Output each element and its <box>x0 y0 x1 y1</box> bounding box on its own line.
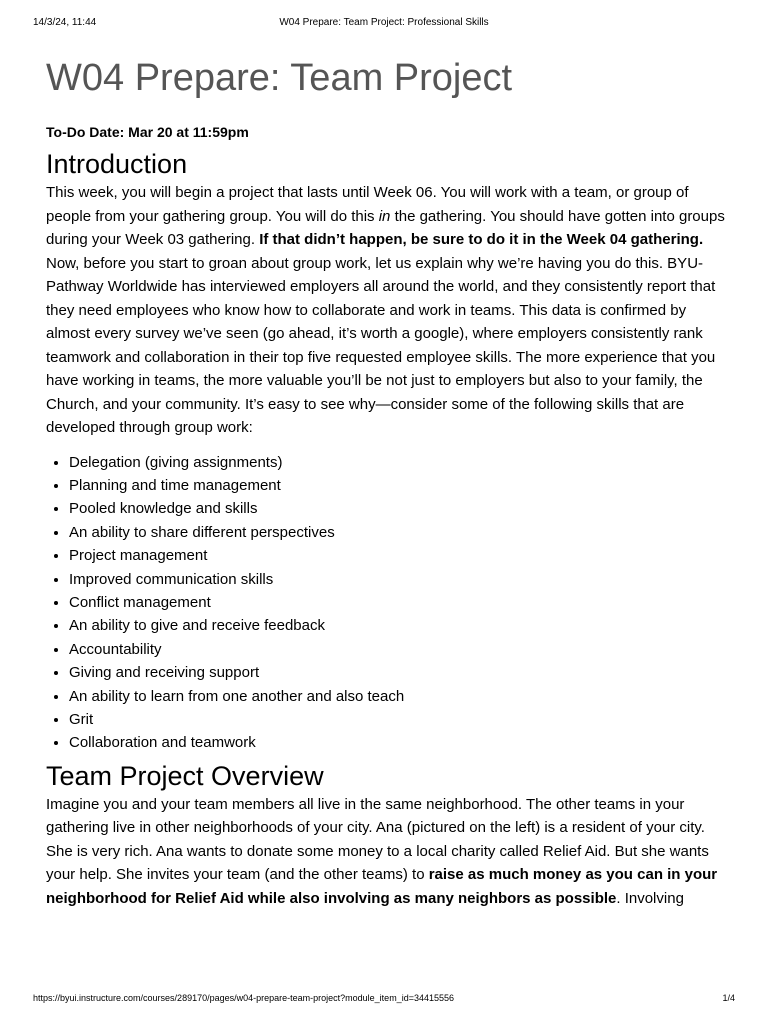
overview-bold: raise as much money as you can in your neighborhood for Relief Aid while also involving as many neighbors as possible <box>46 866 718 907</box>
team-project-overview-heading: Team Project Overview <box>46 760 324 791</box>
intro-p1-bold: If that didn’t happen, be sure to do it in the Week 04 gathering. <box>259 231 704 248</box>
list-item: • Collaboration and teamwork <box>69 731 726 754</box>
page-title: W04 Prepare: Team Project <box>46 57 513 99</box>
intro-p1-text-b: the gathering. You should have gotten into groups during your Week 03 gathering. <box>46 207 725 248</box>
intro-paragraph-2: Now, before you start to groan about group work, let us explain why we’re having you do this. BYU-Pathway Worldwide has interviewed employers all around the world, and they consistently report that they need employees who know how to collaborate and work in teams. This data is confirmed by almost every survey we’ve seen (go ahead, it’s worth a google), where employers consistently rank teamwork and collaboration in their top five requested employee skills. The more experience that you have working in teams, the more valuable you’ll be not just to employers but also to your family, the Church, and your community. It’s easy to see why—consider some of the following skills that are developed through group work: <box>46 254 716 436</box>
overview-text-a: Imagine you and your team members all live in the same neighborhood. The other teams in your gathering live in other neighborhoods of your city. Ana (pictured on the left) is a resident of your city. She is very rich. Ana wants to donate some money to a local charity called Relief Aid. But she wants your help. She invites your team (and the other teams) to <box>46 795 709 884</box>
print-footer <box>33 993 735 1007</box>
list-item: • Conflict management <box>69 591 726 614</box>
page-count: 1/4 <box>722 993 735 1003</box>
print-url: https://byui.instructure.com/courses/289170/pages/w04-prepare-team-project?module_item_id=34415556 <box>33 993 454 1003</box>
print-header <box>33 17 735 31</box>
intro-paragraph-1 <box>46 181 726 252</box>
intro-p1-emphasis: in <box>378 207 391 225</box>
list-item: • An ability to share different perspectives <box>69 521 726 544</box>
list-item: • Project management <box>69 544 726 567</box>
list-item: • Delegation (giving assignments) <box>69 451 726 474</box>
intro-p1-text-a: This week, you will begin a project that lasts until Week 06. You will work with a team, or group of people from your gathering group. You will do this <box>46 184 689 225</box>
print-doc-title: W04 Prepare: Team Project: Professional Skills <box>279 17 489 28</box>
introduction-heading: Introduction <box>46 149 188 179</box>
list-item: • Accountability <box>69 638 726 661</box>
list-item: • Improved communication skills <box>69 568 726 591</box>
overview-paragraph <box>46 793 726 911</box>
print-datetime: 14/3/24, 11:44 <box>33 17 97 28</box>
overview-text-b: . Involving <box>616 889 684 907</box>
list-item: • Grit <box>69 708 726 731</box>
todo-date: To-Do Date: Mar 20 at 11:59pm <box>46 124 249 140</box>
list-item: • An ability to give and receive feedback <box>69 614 726 637</box>
page-content <box>46 54 726 982</box>
list-item: • Pooled knowledge and skills <box>69 497 726 520</box>
list-item: • An ability to learn from one another and also teach <box>69 685 726 708</box>
list-item: • Planning and time management <box>69 474 726 497</box>
list-item: • Giving and receiving support <box>69 661 726 684</box>
skills-list <box>46 451 726 755</box>
